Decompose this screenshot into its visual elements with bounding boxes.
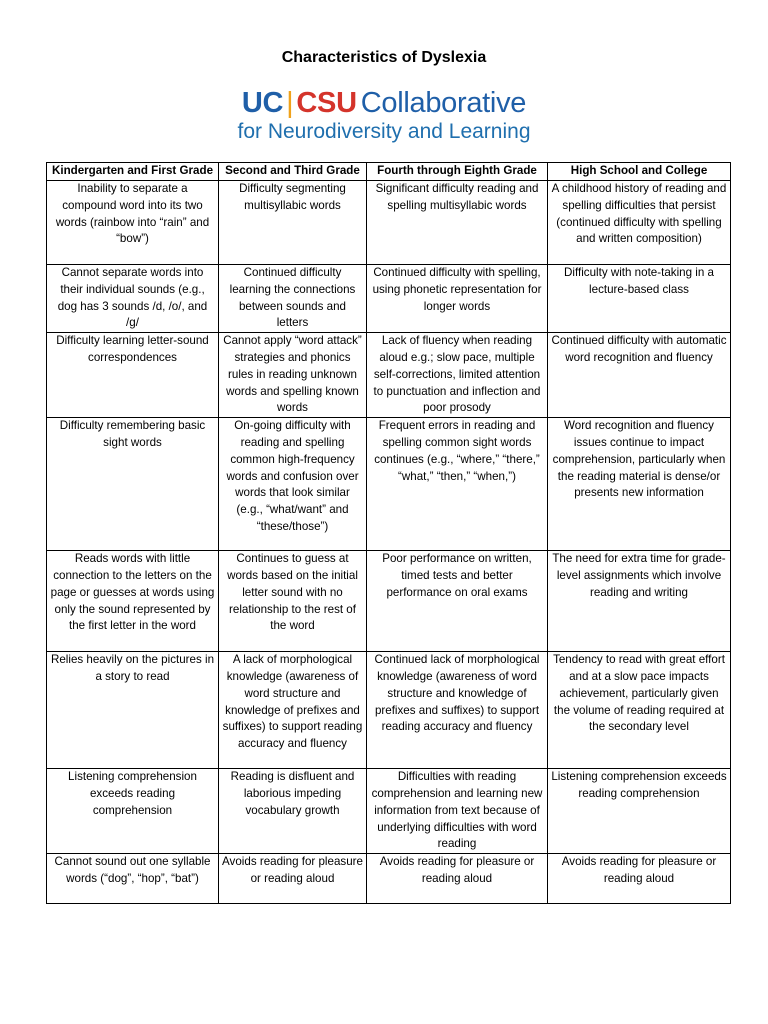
table-row — [47, 265, 731, 333]
column-header: Kindergarten and First Grade — [47, 163, 219, 181]
table-cell: A childhood history of reading and spelling difficulties that persist (continued difficulty with spelling and written composition) — [548, 181, 731, 265]
table-cell: Poor performance on written, timed tests and better performance on oral exams — [367, 551, 548, 652]
table-cell: A lack of morphological knowledge (awareness of word structure and knowledge of prefixes and suffixes) to support reading accuracy and fluency — [219, 652, 367, 769]
table-cell: Word recognition and fluency issues continue to impact comprehension, particularly when the reading material is dense/or presents new information — [548, 418, 731, 551]
table-cell: Avoids reading for pleasure or reading aloud — [367, 854, 548, 904]
page-title: Characteristics of Dyslexia — [281, 49, 487, 66]
table-cell: Continued lack of morphological knowledge (awareness of word structure and knowledge of prefixes and suffixes) to support reading accuracy and fluency — [367, 652, 548, 769]
table-cell: Relies heavily on the pictures in a story to read — [47, 652, 219, 769]
table-cell: Inability to separate a compound word into its two words (rainbow into “rain” and “bow”) — [47, 181, 219, 265]
logo-wordmark — [0, 86, 768, 120]
logo-separator: | — [286, 87, 294, 119]
table-cell: Lack of fluency when reading aloud e.g.; slow pace, multiple self-corrections, limited attention to punctuation and inflection and poor prosody — [367, 333, 548, 418]
table-row — [47, 551, 731, 652]
table-cell: Continued difficulty with spelling, using phonetic representation for longer words — [367, 265, 548, 333]
table-cell: Continues to guess at words based on the initial letter sound with no relationship to the rest of the word — [219, 551, 367, 652]
table-cell: Continued difficulty with automatic word recognition and fluency — [548, 333, 731, 418]
table-cell: Difficulty learning letter-sound correspondences — [47, 333, 219, 418]
table-row — [47, 652, 731, 769]
table-row — [47, 333, 731, 418]
table-cell: Avoids reading for pleasure or reading aloud — [548, 854, 731, 904]
table-cell: Continued difficulty learning the connections between sounds and letters — [219, 265, 367, 333]
table-row — [47, 854, 731, 904]
table-cell: Cannot apply “word attack” strategies and phonics rules in reading unknown words and spelling known words — [219, 333, 367, 418]
table-cell: Listening comprehension exceeds reading comprehension — [47, 769, 219, 854]
table-cell: Difficulties with reading comprehension and learning new information from text because of underlying difficulties with word reading — [367, 769, 548, 854]
table-cell: Listening comprehension exceeds reading comprehension — [548, 769, 731, 854]
table-cell: Reading is disfluent and laborious impeding vocabulary growth — [219, 769, 367, 854]
table-cell: Cannot sound out one syllable words (“dog”, “hop”, “bat”) — [47, 854, 219, 904]
table-row — [47, 418, 731, 551]
table-row — [47, 769, 731, 854]
table-cell: Difficulty segmenting multisyllabic words — [219, 181, 367, 265]
column-header: High School and College — [548, 163, 731, 181]
table-row — [47, 181, 731, 265]
table-cell: Reads words with little connection to the letters on the page or guesses at words using only the sound represented by the first letter in the word — [47, 551, 219, 652]
table-cell: Tendency to read with great effort and at a slow pace impacts achievement, particularly given the volume of reading required at the secondary level — [548, 652, 731, 769]
column-header: Second and Third Grade — [219, 163, 367, 181]
collaborative-logo — [0, 86, 768, 144]
logo-csu: CSU — [296, 87, 357, 119]
logo-tagline: for Neurodiversity and Learning — [237, 120, 531, 143]
logo-uc: UC — [241, 87, 284, 119]
table-cell: Significant difficulty reading and spelling multisyllabic words — [367, 181, 548, 265]
table-header-row — [47, 163, 731, 181]
column-header: Fourth through Eighth Grade — [367, 163, 548, 181]
table-cell: Frequent errors in reading and spelling common sight words continues (e.g., “where,” “there,” “what,” “then,” “when,”) — [367, 418, 548, 551]
table-cell: Cannot separate words into their individual sounds (e.g., dog has 3 sounds /d, /o/, and /g/ — [47, 265, 219, 333]
table-cell: On-going difficulty with reading and spelling common high-frequency words and confusion over words that look similar (e.g., “what/want” and “these/those”) — [219, 418, 367, 551]
table-cell: Difficulty with note-taking in a lecture-based class — [548, 265, 731, 333]
logo-collaborative: Collaborative — [360, 87, 527, 119]
table-cell: Difficulty remembering basic sight words — [47, 418, 219, 551]
characteristics-table — [46, 162, 731, 904]
table-cell: The need for extra time for grade-level assignments which involve reading and writing — [548, 551, 731, 652]
table-cell: Avoids reading for pleasure or reading aloud — [219, 854, 367, 904]
